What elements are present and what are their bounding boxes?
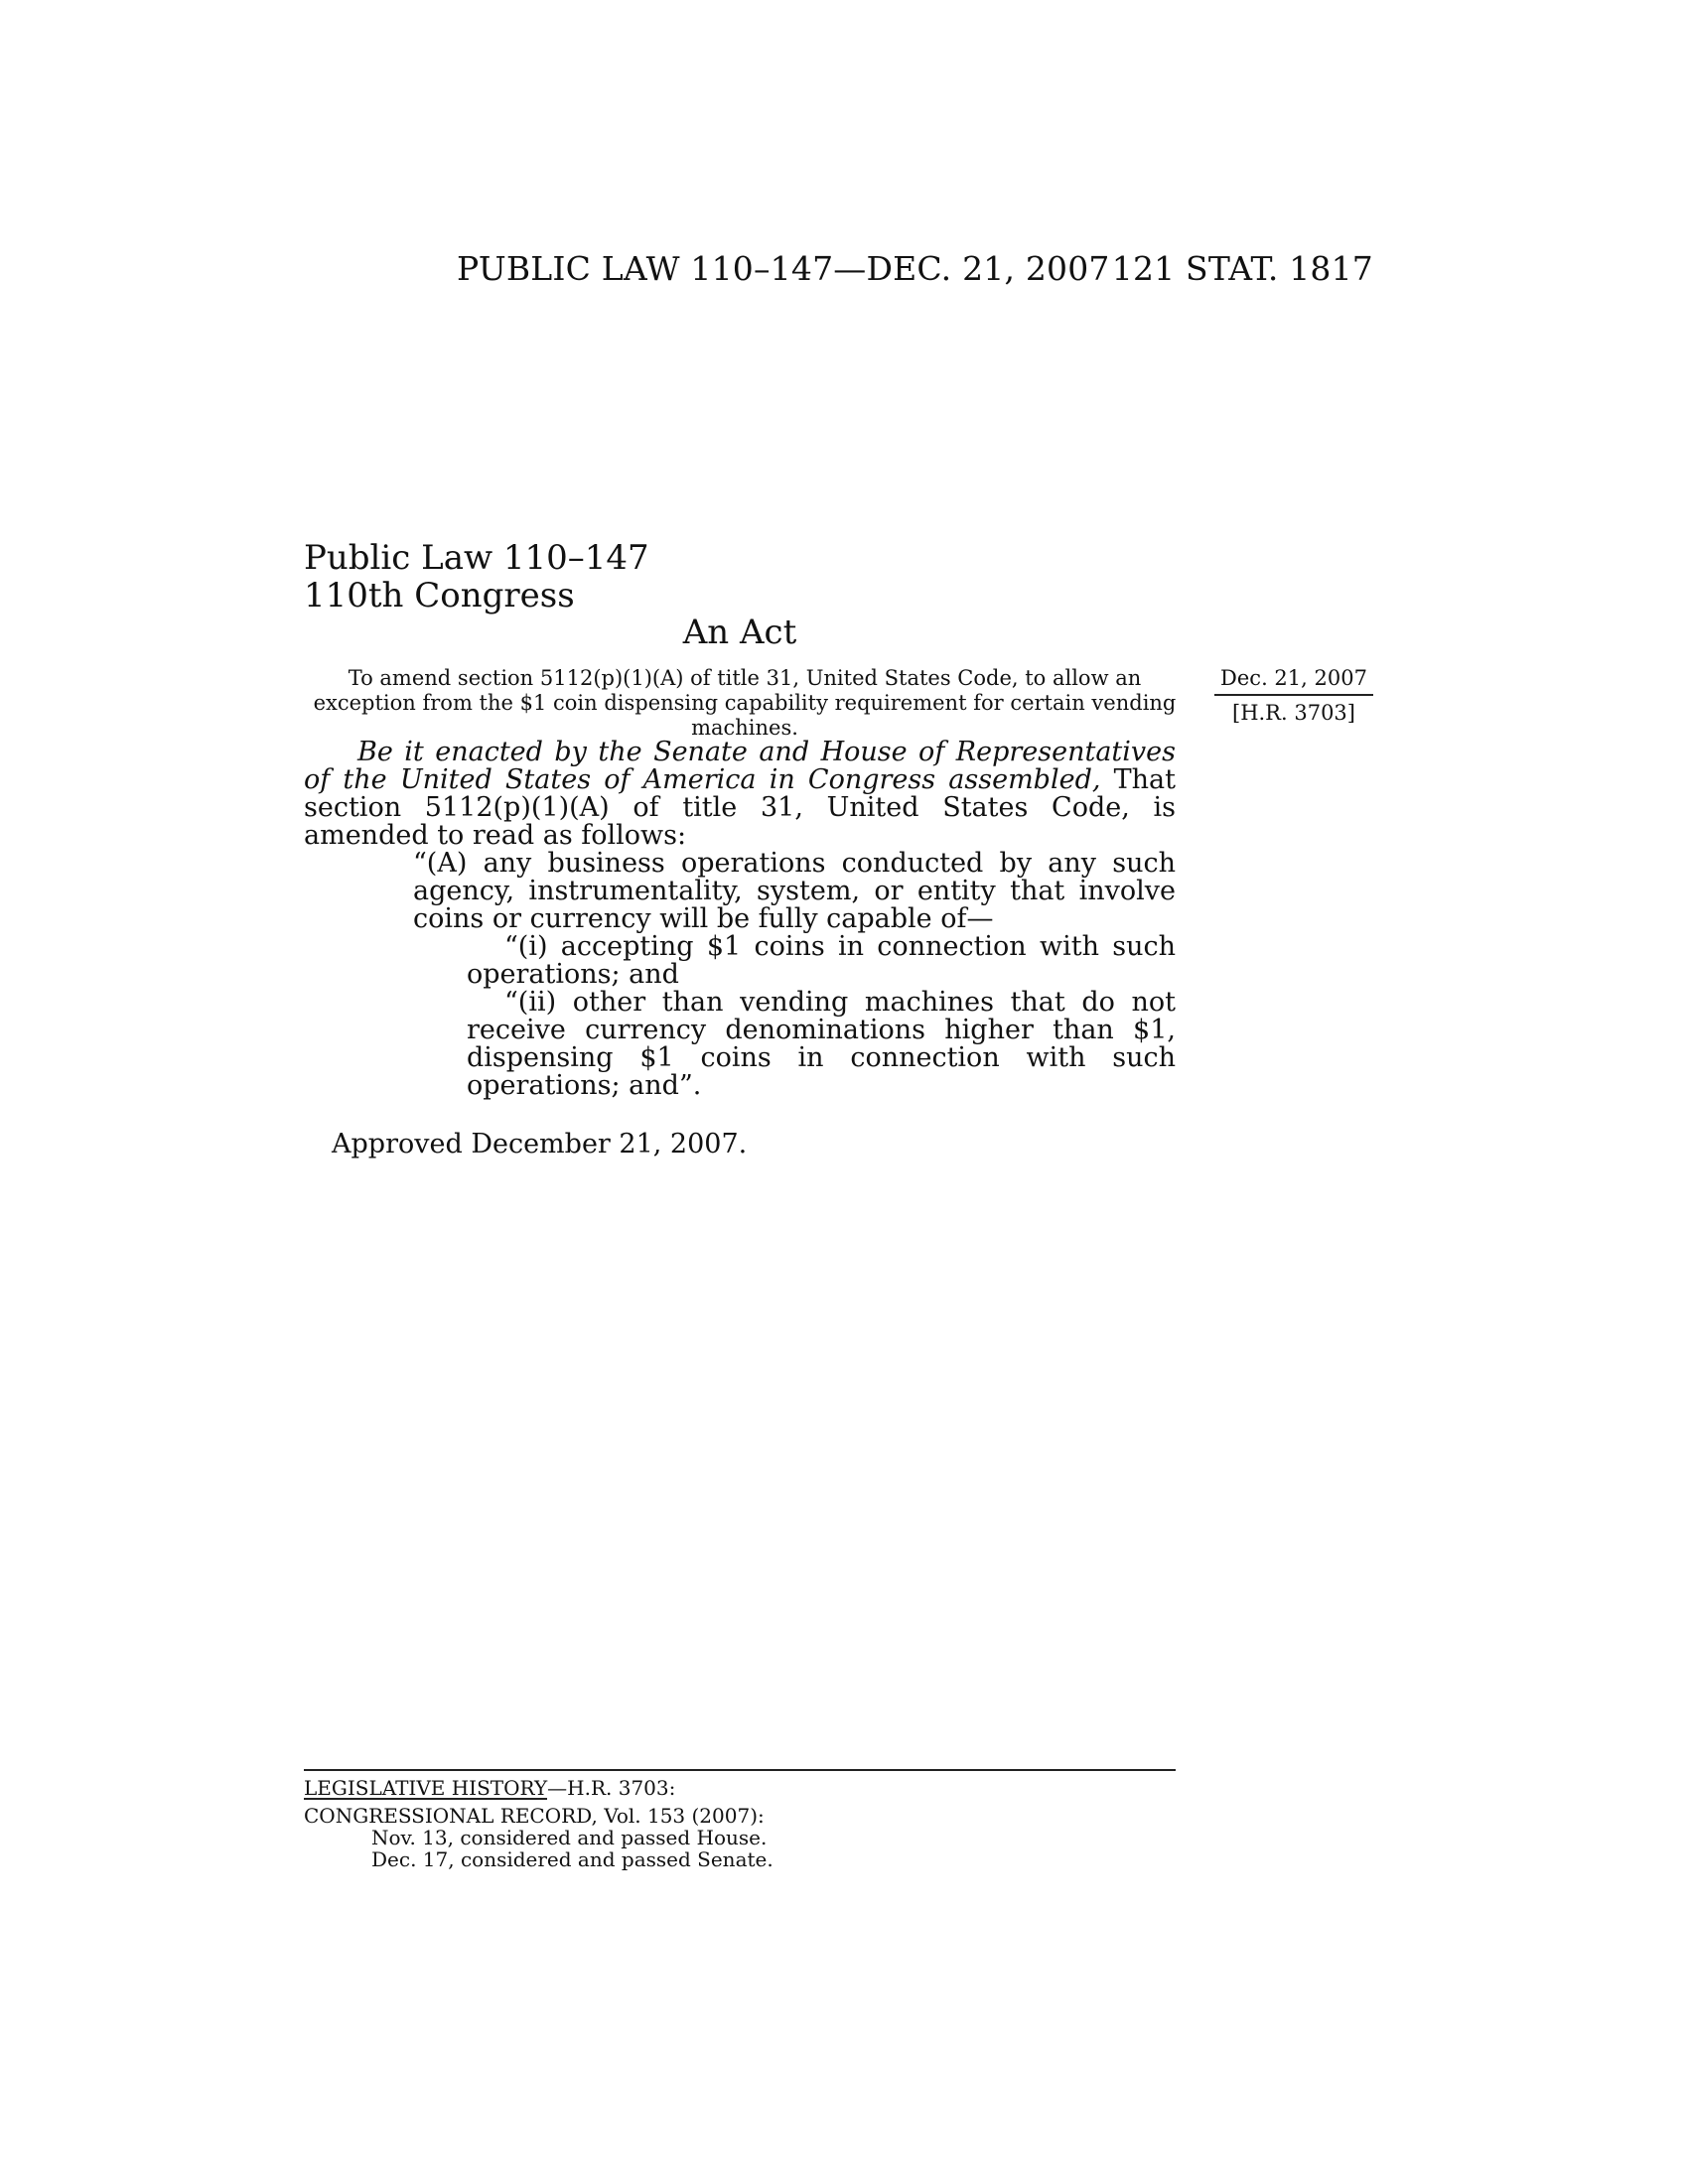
- amendment-clause-ii: “(ii) other than vending machines that do not receive currency denominations higher than $1, dispensing $1 coins in connection with such operations; and”.: [467, 987, 1176, 1101]
- margin-note-bill: [H.R. 3703]: [1232, 701, 1355, 725]
- law-number: Public Law 110–147: [304, 538, 649, 578]
- legislative-history-heading: [304, 1777, 675, 1800]
- running-header-left: PUBLIC LAW 110–147—DEC. 21, 2007: [457, 249, 1110, 288]
- purpose-statement: To amend section 5112(p)(1)(A) of title 31, United States Code, to allow an exception from the $1 coin dispensing capability requirement for certain vending machines.: [313, 666, 1177, 740]
- history-divider: [304, 1769, 1176, 1771]
- enacting-clause: [304, 739, 1176, 850]
- enacting-formula: Be it enacted by the Senate and House of Representatives of the United States of America in Congress assembled,: [304, 737, 1176, 795]
- margin-note-date: Dec. 21, 2007: [1214, 666, 1373, 696]
- running-header-page: 121 STAT. 1817: [1111, 249, 1373, 288]
- congress-designation: 110th Congress: [304, 576, 575, 615]
- amendment-clause-a: “(A) any business operations conducted by any such agency, instrumentality, system, or entity that involve coins or currency will be fully capable of—: [413, 848, 1176, 934]
- act-title: An Act: [682, 613, 797, 652]
- approval-date: Approved December 21, 2007.: [332, 1129, 748, 1160]
- history-entry: Nov. 13, considered and passed House.: [371, 1826, 768, 1849]
- legislative-history-bill: —H.R. 3703:: [547, 1776, 676, 1800]
- amendment-clause-i: “(i) accepting $1 coins in connection with such operations; and: [467, 931, 1176, 990]
- enacting-text: That section 5112(p)(1)(A) of title 31, United States Code, is amended to read as follows:: [304, 764, 1176, 851]
- congressional-record: CONGRESSIONAL RECORD, Vol. 153 (2007):: [304, 1804, 765, 1828]
- legislative-history-label: LEGISLATIVE HISTORY: [304, 1776, 548, 1800]
- history-entry: Dec. 17, considered and passed Senate.: [371, 1847, 774, 1871]
